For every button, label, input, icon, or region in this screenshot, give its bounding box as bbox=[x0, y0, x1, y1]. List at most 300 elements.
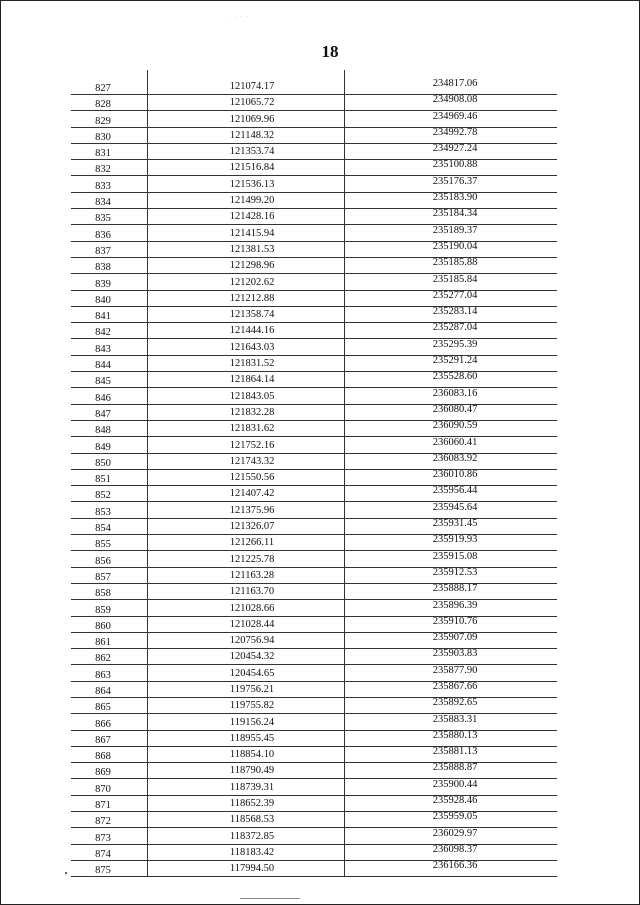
point-number-cell bbox=[71, 225, 148, 241]
point-number-cell bbox=[71, 535, 148, 551]
y-coordinate-cell-text: 235185.84 bbox=[432, 273, 478, 285]
y-coordinate-cell bbox=[345, 649, 558, 665]
y-coordinate-cell-text: 235945.64 bbox=[432, 501, 478, 513]
table-row bbox=[71, 844, 557, 860]
y-coordinate-cell bbox=[345, 860, 558, 876]
point-number-cell bbox=[71, 323, 148, 339]
point-number-cell bbox=[71, 779, 148, 795]
y-coordinate-cell-text: 235959.05 bbox=[432, 811, 478, 823]
point-number-cell-text: 847 bbox=[95, 408, 111, 420]
table-row bbox=[71, 714, 557, 730]
point-number-cell-text: 846 bbox=[95, 392, 111, 404]
table-row bbox=[71, 225, 557, 241]
point-number-cell-text: 837 bbox=[95, 245, 111, 257]
x-coordinate-cell bbox=[148, 681, 345, 697]
point-number-cell-text: 840 bbox=[95, 294, 111, 306]
point-number-cell-text: 836 bbox=[95, 229, 111, 241]
table-row bbox=[71, 763, 557, 779]
y-coordinate-cell-text: 235189.37 bbox=[432, 224, 478, 236]
table-row bbox=[71, 95, 557, 111]
point-number-cell-text: 851 bbox=[95, 474, 111, 486]
y-coordinate-cell bbox=[345, 160, 558, 176]
point-number-cell-text: 855 bbox=[95, 539, 111, 551]
point-number-cell-text: 839 bbox=[95, 278, 111, 290]
y-coordinate-cell bbox=[345, 420, 558, 436]
x-coordinate-cell-text: 117994.50 bbox=[229, 863, 275, 875]
y-coordinate-cell-text: 235912.53 bbox=[432, 566, 478, 578]
point-number-cell bbox=[71, 404, 148, 420]
x-coordinate-cell bbox=[148, 665, 345, 681]
point-number-cell-text: 873 bbox=[95, 832, 111, 844]
x-coordinate-cell bbox=[148, 111, 345, 127]
x-coordinate-cell bbox=[148, 290, 345, 306]
table-row bbox=[71, 616, 557, 632]
table-row bbox=[71, 649, 557, 665]
x-coordinate-cell-text: 121375.96 bbox=[229, 504, 275, 516]
point-number-cell bbox=[71, 95, 148, 111]
point-number-cell-text: 850 bbox=[95, 457, 111, 469]
x-coordinate-cell bbox=[148, 95, 345, 111]
y-coordinate-cell bbox=[345, 551, 558, 567]
x-coordinate-cell-text: 121028.44 bbox=[229, 618, 275, 630]
y-coordinate-cell-text: 235877.90 bbox=[432, 664, 478, 676]
x-coordinate-cell-text: 120756.94 bbox=[229, 635, 275, 647]
point-number-cell bbox=[71, 127, 148, 143]
point-number-cell bbox=[71, 453, 148, 469]
y-coordinate-cell bbox=[345, 567, 558, 583]
x-coordinate-cell-text: 121407.42 bbox=[229, 488, 275, 500]
x-coordinate-cell-text: 121415.94 bbox=[229, 227, 275, 239]
point-number-cell-text: 841 bbox=[95, 311, 111, 323]
point-number-cell-text: 832 bbox=[95, 164, 111, 176]
table-row bbox=[71, 143, 557, 159]
table-row bbox=[71, 241, 557, 257]
point-number-cell-text: 859 bbox=[95, 604, 111, 616]
x-coordinate-cell bbox=[148, 779, 345, 795]
y-coordinate-cell-text: 235100.88 bbox=[432, 159, 478, 171]
y-coordinate-cell-text: 234992.78 bbox=[432, 126, 478, 138]
table-row bbox=[71, 518, 557, 534]
table-row bbox=[71, 111, 557, 127]
point-number-cell bbox=[71, 339, 148, 355]
table-row bbox=[71, 160, 557, 176]
y-coordinate-cell-text: 234908.08 bbox=[432, 94, 478, 106]
point-number-cell-text: 860 bbox=[95, 620, 111, 632]
y-coordinate-cell-text: 236166.36 bbox=[432, 860, 478, 872]
y-coordinate-cell bbox=[345, 746, 558, 762]
table-row bbox=[71, 567, 557, 583]
point-number-cell bbox=[71, 111, 148, 127]
table-row bbox=[71, 779, 557, 795]
y-coordinate-cell bbox=[345, 453, 558, 469]
y-coordinate-cell bbox=[345, 290, 558, 306]
table-row bbox=[71, 192, 557, 208]
point-number-cell-text: 848 bbox=[95, 425, 111, 437]
x-coordinate-cell bbox=[148, 70, 345, 95]
x-coordinate-cell-text: 121831.52 bbox=[229, 358, 275, 370]
x-coordinate-cell-text: 121074.17 bbox=[229, 81, 275, 92]
x-coordinate-cell bbox=[148, 160, 345, 176]
point-number-cell-text: 828 bbox=[95, 99, 111, 111]
point-number-cell-text: 829 bbox=[95, 115, 111, 127]
y-coordinate-cell bbox=[345, 257, 558, 273]
table-row bbox=[71, 323, 557, 339]
x-coordinate-cell bbox=[148, 763, 345, 779]
table-row bbox=[71, 372, 557, 388]
y-coordinate-cell-text: 235291.24 bbox=[432, 355, 478, 367]
y-coordinate-cell-text: 235295.39 bbox=[432, 338, 478, 350]
y-coordinate-cell-text: 235907.09 bbox=[432, 632, 478, 644]
point-number-cell-text: 875 bbox=[95, 865, 111, 877]
point-number-cell-text: 849 bbox=[95, 441, 111, 453]
y-coordinate-cell bbox=[345, 632, 558, 648]
y-coordinate-cell bbox=[345, 111, 558, 127]
x-coordinate-cell-text: 121298.96 bbox=[229, 260, 275, 272]
table-row bbox=[71, 632, 557, 648]
x-coordinate-cell-text: 118955.45 bbox=[229, 732, 275, 744]
y-coordinate-cell-text: 236060.41 bbox=[432, 436, 478, 448]
y-coordinate-cell bbox=[345, 306, 558, 322]
x-coordinate-cell bbox=[148, 339, 345, 355]
y-coordinate-cell-text: 235931.45 bbox=[432, 518, 478, 530]
table-row bbox=[71, 70, 557, 95]
y-coordinate-cell bbox=[345, 209, 558, 225]
table-row bbox=[71, 746, 557, 762]
table-row bbox=[71, 812, 557, 828]
point-number-cell bbox=[71, 420, 148, 436]
y-coordinate-cell bbox=[345, 355, 558, 371]
y-coordinate-cell bbox=[345, 730, 558, 746]
y-coordinate-cell-text: 234817.06 bbox=[432, 78, 478, 89]
point-number-cell-text: 872 bbox=[95, 816, 111, 828]
x-coordinate-cell bbox=[148, 486, 345, 502]
y-coordinate-cell-text: 235903.83 bbox=[432, 648, 478, 660]
point-number-cell-text: 835 bbox=[95, 213, 111, 225]
x-coordinate-cell-text: 120454.65 bbox=[229, 667, 275, 679]
y-coordinate-cell-text: 235880.13 bbox=[432, 729, 478, 741]
table-row bbox=[71, 257, 557, 273]
y-coordinate-cell-text: 235190.04 bbox=[432, 240, 478, 252]
y-coordinate-cell bbox=[345, 70, 558, 95]
y-coordinate-cell-text: 235176.37 bbox=[432, 175, 478, 187]
faint-stamp-mark: · ·· · bbox=[228, 14, 251, 20]
x-coordinate-cell bbox=[148, 502, 345, 518]
y-coordinate-cell-text: 235287.04 bbox=[432, 322, 478, 334]
y-coordinate-cell-text: 235888.17 bbox=[432, 583, 478, 595]
y-coordinate-cell-text: 235184.34 bbox=[432, 208, 478, 220]
y-coordinate-cell-text: 235892.65 bbox=[432, 697, 478, 709]
point-number-cell-text: 871 bbox=[95, 800, 111, 812]
x-coordinate-cell bbox=[148, 372, 345, 388]
point-number-cell bbox=[71, 649, 148, 665]
point-number-cell bbox=[71, 502, 148, 518]
point-number-cell bbox=[71, 241, 148, 257]
y-coordinate-cell-text: 236090.59 bbox=[432, 420, 478, 432]
y-coordinate-cell bbox=[345, 535, 558, 551]
table-row bbox=[71, 306, 557, 322]
x-coordinate-cell-text: 120454.32 bbox=[229, 651, 275, 663]
y-coordinate-cell bbox=[345, 469, 558, 485]
point-number-cell-text: 861 bbox=[95, 637, 111, 649]
y-coordinate-cell bbox=[345, 828, 558, 844]
x-coordinate-cell-text: 121028.66 bbox=[229, 602, 275, 614]
x-coordinate-cell bbox=[148, 812, 345, 828]
x-coordinate-cell bbox=[148, 697, 345, 713]
y-coordinate-cell bbox=[345, 388, 558, 404]
point-number-cell bbox=[71, 795, 148, 811]
table-row bbox=[71, 860, 557, 876]
x-coordinate-cell-text: 121202.62 bbox=[229, 276, 275, 288]
y-coordinate-cell-text: 235928.46 bbox=[432, 795, 478, 807]
x-coordinate-cell-text: 121069.96 bbox=[229, 113, 275, 125]
y-coordinate-cell bbox=[345, 665, 558, 681]
y-coordinate-cell bbox=[345, 714, 558, 730]
point-number-cell bbox=[71, 616, 148, 632]
x-coordinate-cell bbox=[148, 323, 345, 339]
y-coordinate-cell bbox=[345, 600, 558, 616]
point-number-cell bbox=[71, 355, 148, 371]
point-number-cell-text: 868 bbox=[95, 751, 111, 763]
y-coordinate-cell-text: 235867.66 bbox=[432, 680, 478, 692]
point-number-cell-text: 864 bbox=[95, 685, 111, 697]
x-coordinate-cell bbox=[148, 355, 345, 371]
point-number-cell-text: 857 bbox=[95, 571, 111, 583]
point-number-cell bbox=[71, 388, 148, 404]
point-number-cell bbox=[71, 290, 148, 306]
x-coordinate-cell-text: 121148.32 bbox=[229, 129, 275, 141]
x-coordinate-cell bbox=[148, 257, 345, 273]
x-coordinate-cell bbox=[148, 567, 345, 583]
point-number-cell-text: 874 bbox=[95, 848, 111, 860]
x-coordinate-cell-text: 121843.05 bbox=[229, 390, 275, 402]
table-row bbox=[71, 665, 557, 681]
table-row bbox=[71, 209, 557, 225]
point-number-cell-text: 830 bbox=[95, 131, 111, 143]
y-coordinate-cell-text: 236083.16 bbox=[432, 387, 478, 399]
point-number-cell bbox=[71, 518, 148, 534]
point-number-cell bbox=[71, 860, 148, 876]
point-number-cell bbox=[71, 209, 148, 225]
table-row bbox=[71, 600, 557, 616]
x-coordinate-cell bbox=[148, 453, 345, 469]
x-coordinate-cell-text: 121326.07 bbox=[229, 521, 275, 533]
y-coordinate-cell bbox=[345, 143, 558, 159]
x-coordinate-cell bbox=[148, 746, 345, 762]
y-coordinate-cell bbox=[345, 241, 558, 257]
table-row bbox=[71, 290, 557, 306]
table-row bbox=[71, 274, 557, 290]
x-coordinate-cell bbox=[148, 241, 345, 257]
y-coordinate-cell bbox=[345, 274, 558, 290]
x-coordinate-cell bbox=[148, 518, 345, 534]
point-number-cell bbox=[71, 176, 148, 192]
y-coordinate-cell-text: 236080.47 bbox=[432, 403, 478, 415]
y-coordinate-cell-text: 235277.04 bbox=[432, 289, 478, 301]
point-number-cell bbox=[71, 828, 148, 844]
point-number-cell bbox=[71, 665, 148, 681]
x-coordinate-cell-text: 118183.42 bbox=[229, 846, 275, 858]
point-number-cell bbox=[71, 567, 148, 583]
y-coordinate-cell bbox=[345, 225, 558, 241]
x-coordinate-cell bbox=[148, 143, 345, 159]
y-coordinate-cell bbox=[345, 127, 558, 143]
table-row bbox=[71, 486, 557, 502]
x-coordinate-cell-text: 118854.10 bbox=[229, 749, 275, 761]
x-coordinate-cell-text: 118568.53 bbox=[229, 814, 275, 826]
y-coordinate-cell bbox=[345, 502, 558, 518]
y-coordinate-cell-text: 235900.44 bbox=[432, 778, 478, 790]
x-coordinate-cell bbox=[148, 600, 345, 616]
x-coordinate-cell-text: 118790.49 bbox=[229, 765, 275, 777]
x-coordinate-cell-text: 118739.31 bbox=[229, 781, 275, 793]
y-coordinate-cell bbox=[345, 176, 558, 192]
x-coordinate-cell-text: 121163.70 bbox=[229, 586, 275, 598]
x-coordinate-cell bbox=[148, 192, 345, 208]
y-coordinate-cell bbox=[345, 404, 558, 420]
point-number-cell-text: 854 bbox=[95, 523, 111, 535]
point-number-cell bbox=[71, 372, 148, 388]
x-coordinate-cell-text: 118372.85 bbox=[229, 830, 275, 842]
coordinates-table-body bbox=[71, 70, 557, 877]
table-row bbox=[71, 828, 557, 844]
x-coordinate-cell-text: 119156.24 bbox=[229, 716, 275, 728]
y-coordinate-cell-text: 235919.93 bbox=[432, 534, 478, 546]
x-coordinate-cell-text: 121353.74 bbox=[229, 146, 275, 158]
x-coordinate-cell-text: 121212.88 bbox=[229, 292, 275, 304]
x-coordinate-cell-text: 119755.82 bbox=[229, 700, 275, 712]
point-number-cell bbox=[71, 143, 148, 159]
y-coordinate-cell-text: 235283.14 bbox=[432, 306, 478, 318]
y-coordinate-cell-text: 234927.24 bbox=[432, 143, 478, 155]
table-row bbox=[71, 127, 557, 143]
y-coordinate-cell-text: 235896.39 bbox=[432, 599, 478, 611]
x-coordinate-cell bbox=[148, 649, 345, 665]
x-coordinate-cell-text: 121516.84 bbox=[229, 162, 275, 174]
table-row bbox=[71, 535, 557, 551]
point-number-cell-text: 863 bbox=[95, 669, 111, 681]
x-coordinate-cell-text: 118652.39 bbox=[229, 798, 275, 810]
x-coordinate-cell-text: 121358.74 bbox=[229, 309, 275, 321]
x-coordinate-cell bbox=[148, 828, 345, 844]
x-coordinate-cell bbox=[148, 209, 345, 225]
y-coordinate-cell bbox=[345, 681, 558, 697]
y-coordinate-cell bbox=[345, 372, 558, 388]
x-coordinate-cell bbox=[148, 860, 345, 876]
table-row bbox=[71, 355, 557, 371]
y-coordinate-cell-text: 234969.46 bbox=[432, 110, 478, 122]
y-coordinate-cell-text: 235183.90 bbox=[432, 192, 478, 204]
x-coordinate-cell bbox=[148, 225, 345, 241]
coordinates-table bbox=[71, 70, 557, 877]
point-number-cell bbox=[71, 192, 148, 208]
x-coordinate-cell-text: 121163.28 bbox=[229, 569, 275, 581]
x-coordinate-cell bbox=[148, 535, 345, 551]
table-row bbox=[71, 697, 557, 713]
point-number-cell bbox=[71, 583, 148, 599]
y-coordinate-cell-text: 235956.44 bbox=[432, 485, 478, 497]
y-coordinate-cell bbox=[345, 192, 558, 208]
table-row bbox=[71, 795, 557, 811]
point-number-cell bbox=[71, 681, 148, 697]
table-row bbox=[71, 502, 557, 518]
x-coordinate-cell bbox=[148, 127, 345, 143]
point-number-cell bbox=[71, 714, 148, 730]
y-coordinate-cell-text: 236010.86 bbox=[432, 469, 478, 481]
page-number: 18 bbox=[321, 42, 339, 61]
point-number-cell bbox=[71, 763, 148, 779]
x-coordinate-cell bbox=[148, 795, 345, 811]
table-row bbox=[71, 388, 557, 404]
table-row bbox=[71, 404, 557, 420]
point-number-cell-text: 870 bbox=[95, 783, 111, 795]
y-coordinate-cell bbox=[345, 812, 558, 828]
point-number-cell bbox=[71, 746, 148, 762]
x-coordinate-cell bbox=[148, 714, 345, 730]
x-coordinate-cell bbox=[148, 844, 345, 860]
y-coordinate-cell-text: 235883.31 bbox=[432, 713, 478, 725]
point-number-cell-text: 827 bbox=[95, 83, 111, 94]
y-coordinate-cell bbox=[345, 95, 558, 111]
point-number-cell-text: 831 bbox=[95, 148, 111, 160]
point-number-cell bbox=[71, 306, 148, 322]
scan-edge-line bbox=[240, 898, 300, 899]
x-coordinate-cell-text: 121065.72 bbox=[229, 97, 275, 109]
table-row bbox=[71, 681, 557, 697]
y-coordinate-cell-text: 235888.87 bbox=[432, 762, 478, 774]
point-number-cell bbox=[71, 274, 148, 290]
x-coordinate-cell bbox=[148, 404, 345, 420]
x-coordinate-cell-text: 121266.11 bbox=[229, 537, 275, 549]
point-number-cell bbox=[71, 844, 148, 860]
point-number-cell-text: 843 bbox=[95, 343, 111, 355]
y-coordinate-cell-text: 236098.37 bbox=[432, 843, 478, 855]
x-coordinate-cell-text: 121643.03 bbox=[229, 341, 275, 353]
point-number-cell-text: 842 bbox=[95, 327, 111, 339]
point-number-cell bbox=[71, 257, 148, 273]
x-coordinate-cell bbox=[148, 176, 345, 192]
point-number-cell-text: 867 bbox=[95, 734, 111, 746]
y-coordinate-cell-text: 236029.97 bbox=[432, 827, 478, 839]
point-number-cell bbox=[71, 697, 148, 713]
point-number-cell bbox=[71, 551, 148, 567]
point-number-cell bbox=[71, 469, 148, 485]
y-coordinate-cell bbox=[345, 616, 558, 632]
point-number-cell-text: 844 bbox=[95, 360, 111, 372]
y-coordinate-cell bbox=[345, 795, 558, 811]
table-row bbox=[71, 551, 557, 567]
table-row bbox=[71, 469, 557, 485]
point-number-cell bbox=[71, 600, 148, 616]
x-coordinate-cell bbox=[148, 616, 345, 632]
point-number-cell-text: 862 bbox=[95, 653, 111, 665]
point-number-cell-text: 838 bbox=[95, 262, 111, 274]
x-coordinate-cell-text: 121831.62 bbox=[229, 423, 275, 435]
y-coordinate-cell bbox=[345, 339, 558, 355]
point-number-cell-text: 858 bbox=[95, 588, 111, 600]
y-coordinate-cell-text: 235528.60 bbox=[432, 371, 478, 383]
y-coordinate-cell-text: 236083.92 bbox=[432, 452, 478, 464]
point-number-cell bbox=[71, 160, 148, 176]
x-coordinate-cell bbox=[148, 437, 345, 453]
x-coordinate-cell-text: 121832.28 bbox=[229, 406, 275, 418]
point-number-cell-text: 845 bbox=[95, 376, 111, 388]
point-number-cell-text: 866 bbox=[95, 718, 111, 730]
point-number-cell bbox=[71, 730, 148, 746]
x-coordinate-cell bbox=[148, 420, 345, 436]
table-row bbox=[71, 730, 557, 746]
x-coordinate-cell bbox=[148, 306, 345, 322]
x-coordinate-cell-text: 121499.20 bbox=[229, 195, 275, 207]
